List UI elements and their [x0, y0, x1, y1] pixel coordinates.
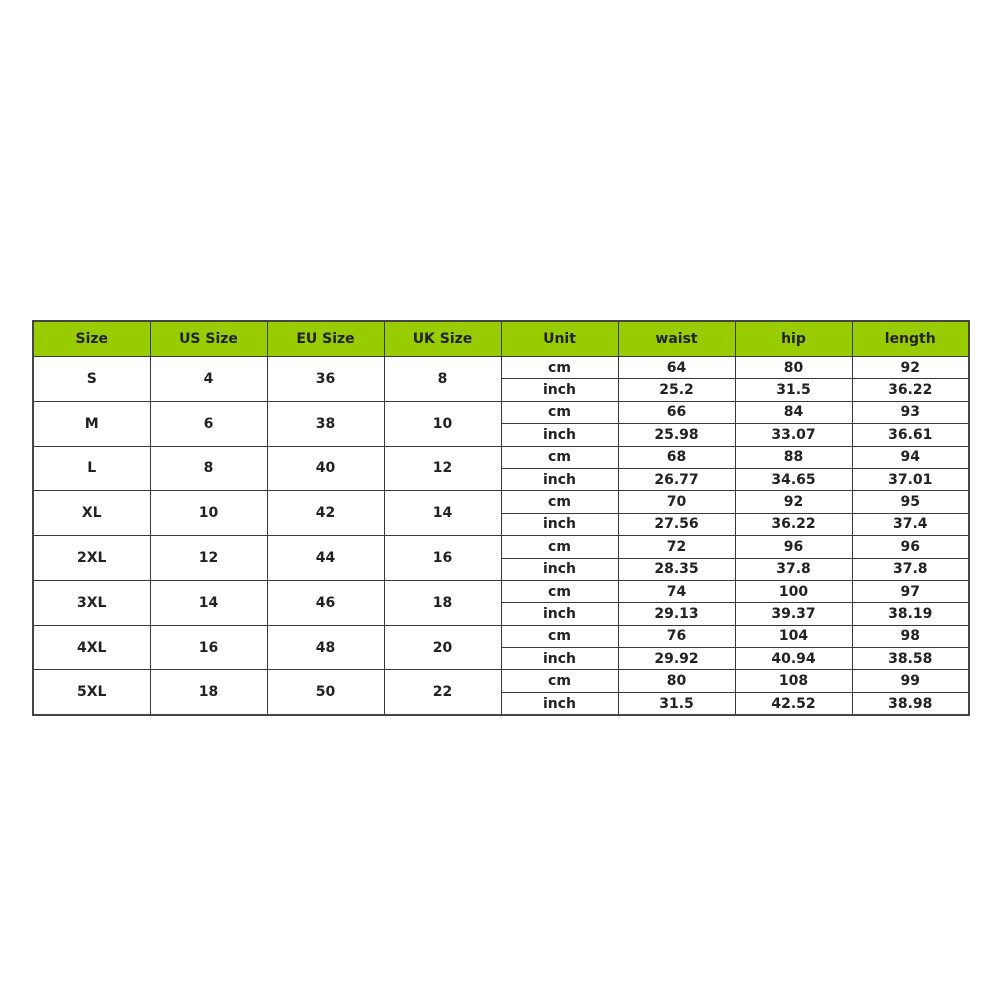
- us-size-cell: 16: [150, 625, 267, 670]
- hip-inch-cell: 42.52: [735, 692, 852, 715]
- eu-size-cell: 42: [267, 491, 384, 536]
- hip-cm-cell: 104: [735, 625, 852, 647]
- hip-cm-cell: 108: [735, 670, 852, 692]
- length-cm-cell: 95: [852, 491, 969, 513]
- hip-inch-cell: 37.8: [735, 558, 852, 580]
- length-cm-cell: 93: [852, 401, 969, 423]
- unit-cm-cell: cm: [501, 625, 618, 647]
- length-inch-cell: 38.19: [852, 603, 969, 625]
- size-chart-body: [33, 357, 969, 716]
- hip-inch-cell: 39.37: [735, 603, 852, 625]
- length-inch-cell: 38.58: [852, 648, 969, 670]
- hip-cm-cell: 80: [735, 357, 852, 379]
- waist-inch-cell: 25.98: [618, 424, 735, 446]
- hip-cm-cell: 88: [735, 446, 852, 468]
- us-size-cell: 18: [150, 670, 267, 715]
- unit-inch-cell: inch: [501, 648, 618, 670]
- eu-size-cell: 38: [267, 401, 384, 446]
- eu-size-cell: 48: [267, 625, 384, 670]
- uk-size-cell: 8: [384, 357, 501, 402]
- uk-size-cell: 16: [384, 536, 501, 581]
- header-size: Size: [33, 321, 150, 357]
- header-us-size: US Size: [150, 321, 267, 357]
- waist-cm-cell: 66: [618, 401, 735, 423]
- header-hip: hip: [735, 321, 852, 357]
- unit-inch-cell: inch: [501, 692, 618, 715]
- length-inch-cell: 37.01: [852, 468, 969, 490]
- unit-inch-cell: inch: [501, 513, 618, 535]
- table-row-cm: [33, 491, 969, 513]
- waist-inch-cell: 29.92: [618, 648, 735, 670]
- uk-size-cell: 10: [384, 401, 501, 446]
- unit-cm-cell: cm: [501, 580, 618, 602]
- table-row-cm: [33, 446, 969, 468]
- hip-inch-cell: 40.94: [735, 648, 852, 670]
- size-cell: 2XL: [33, 536, 150, 581]
- unit-inch-cell: inch: [501, 558, 618, 580]
- size-cell: M: [33, 401, 150, 446]
- unit-inch-cell: inch: [501, 424, 618, 446]
- waist-cm-cell: 80: [618, 670, 735, 692]
- waist-inch-cell: 26.77: [618, 468, 735, 490]
- uk-size-cell: 14: [384, 491, 501, 536]
- waist-cm-cell: 68: [618, 446, 735, 468]
- size-cell: S: [33, 357, 150, 402]
- waist-cm-cell: 72: [618, 536, 735, 558]
- waist-inch-cell: 27.56: [618, 513, 735, 535]
- waist-cm-cell: 70: [618, 491, 735, 513]
- length-cm-cell: 96: [852, 536, 969, 558]
- header-row: [33, 321, 969, 357]
- length-inch-cell: 36.22: [852, 379, 969, 401]
- length-inch-cell: 37.4: [852, 513, 969, 535]
- hip-cm-cell: 92: [735, 491, 852, 513]
- table-row-cm: [33, 401, 969, 423]
- hip-cm-cell: 96: [735, 536, 852, 558]
- waist-inch-cell: 25.2: [618, 379, 735, 401]
- waist-cm-cell: 64: [618, 357, 735, 379]
- length-cm-cell: 97: [852, 580, 969, 602]
- hip-cm-cell: 100: [735, 580, 852, 602]
- table-row-cm: [33, 670, 969, 692]
- hip-cm-cell: 84: [735, 401, 852, 423]
- waist-cm-cell: 76: [618, 625, 735, 647]
- us-size-cell: 12: [150, 536, 267, 581]
- hip-inch-cell: 34.65: [735, 468, 852, 490]
- length-inch-cell: 36.61: [852, 424, 969, 446]
- size-cell: L: [33, 446, 150, 491]
- header-unit: Unit: [501, 321, 618, 357]
- unit-inch-cell: inch: [501, 468, 618, 490]
- header-waist: waist: [618, 321, 735, 357]
- hip-inch-cell: 36.22: [735, 513, 852, 535]
- waist-inch-cell: 31.5: [618, 692, 735, 715]
- header-eu-size: EU Size: [267, 321, 384, 357]
- size-cell: 3XL: [33, 580, 150, 625]
- waist-inch-cell: 29.13: [618, 603, 735, 625]
- uk-size-cell: 22: [384, 670, 501, 715]
- us-size-cell: 8: [150, 446, 267, 491]
- length-cm-cell: 98: [852, 625, 969, 647]
- table-row-cm: [33, 536, 969, 558]
- unit-cm-cell: cm: [501, 491, 618, 513]
- uk-size-cell: 20: [384, 625, 501, 670]
- size-cell: XL: [33, 491, 150, 536]
- unit-cm-cell: cm: [501, 446, 618, 468]
- table-row-cm: [33, 625, 969, 647]
- header-uk-size: UK Size: [384, 321, 501, 357]
- unit-cm-cell: cm: [501, 536, 618, 558]
- length-cm-cell: 92: [852, 357, 969, 379]
- length-inch-cell: 37.8: [852, 558, 969, 580]
- table-row-cm: [33, 580, 969, 602]
- size-chart-header: [33, 321, 969, 357]
- hip-inch-cell: 31.5: [735, 379, 852, 401]
- size-chart-table: [32, 320, 970, 716]
- us-size-cell: 10: [150, 491, 267, 536]
- us-size-cell: 6: [150, 401, 267, 446]
- length-cm-cell: 99: [852, 670, 969, 692]
- waist-inch-cell: 28.35: [618, 558, 735, 580]
- eu-size-cell: 40: [267, 446, 384, 491]
- uk-size-cell: 12: [384, 446, 501, 491]
- waist-cm-cell: 74: [618, 580, 735, 602]
- unit-inch-cell: inch: [501, 379, 618, 401]
- eu-size-cell: 46: [267, 580, 384, 625]
- uk-size-cell: 18: [384, 580, 501, 625]
- table-row-cm: [33, 357, 969, 379]
- us-size-cell: 4: [150, 357, 267, 402]
- size-cell: 4XL: [33, 625, 150, 670]
- unit-inch-cell: inch: [501, 603, 618, 625]
- header-length: length: [852, 321, 969, 357]
- unit-cm-cell: cm: [501, 401, 618, 423]
- eu-size-cell: 44: [267, 536, 384, 581]
- size-cell: 5XL: [33, 670, 150, 715]
- unit-cm-cell: cm: [501, 357, 618, 379]
- length-inch-cell: 38.98: [852, 692, 969, 715]
- eu-size-cell: 36: [267, 357, 384, 402]
- unit-cm-cell: cm: [501, 670, 618, 692]
- length-cm-cell: 94: [852, 446, 969, 468]
- hip-inch-cell: 33.07: [735, 424, 852, 446]
- us-size-cell: 14: [150, 580, 267, 625]
- eu-size-cell: 50: [267, 670, 384, 715]
